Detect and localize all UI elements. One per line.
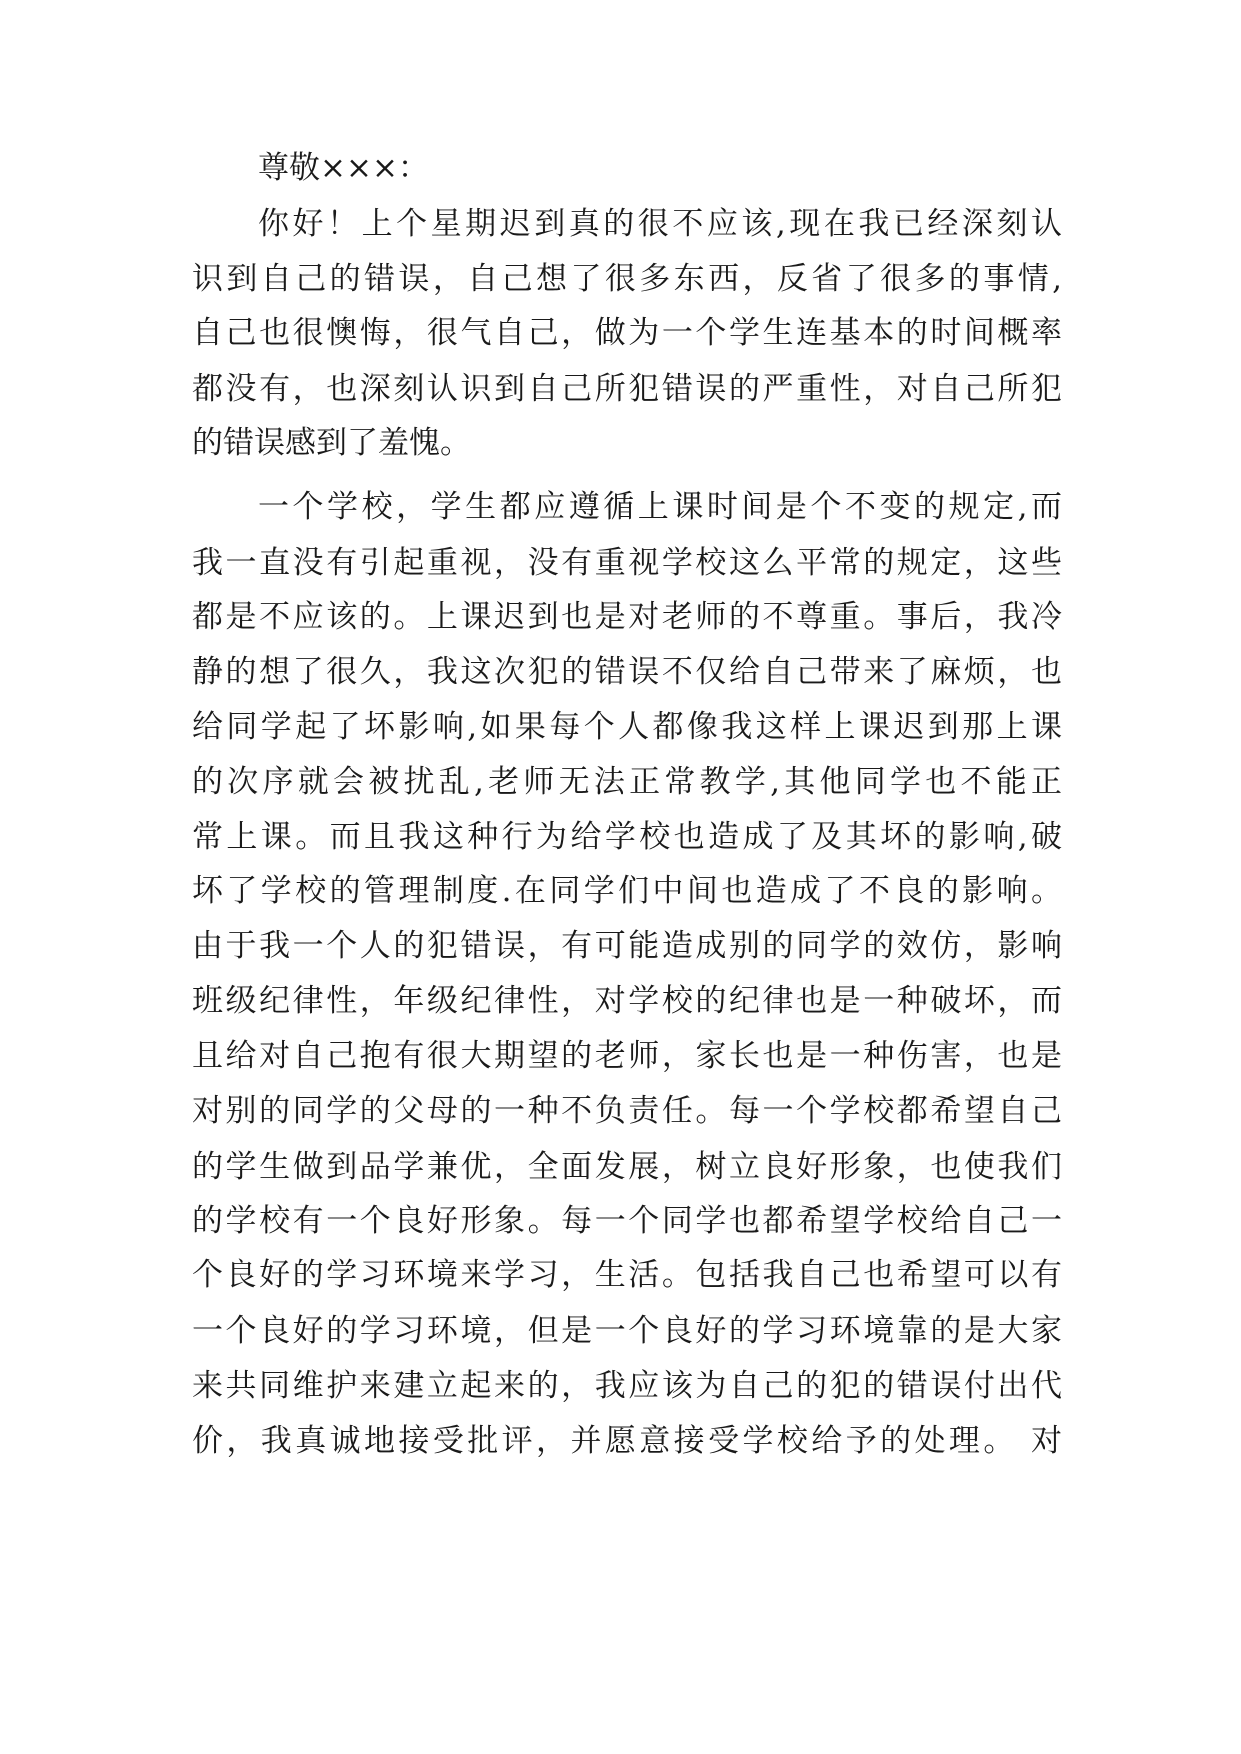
paragraph-line: 班级纪律性，年级纪律性，对学校的纪律也是一种破坏，而 [192,983,1062,1019]
salutation: 尊敬×××： [258,150,429,186]
paragraph-line: 都是不应该的。上课迟到也是对老师的不尊重。事后，我冷 [192,599,1062,635]
paragraph-line: 的次序就会被扰乱,老师无法正常教学,其他同学也不能正 [192,764,1062,800]
paragraph-line: 常上课。而且我这种行为给学校也造成了及其坏的影响,破 [192,819,1062,855]
paragraph-line: 的学生做到品学兼优，全面发展，树立良好形象，也使我们 [192,1149,1062,1185]
paragraph-line: 价，我真诚地接受批评，并愿意接受学校给予的处理。 对 [192,1423,1062,1459]
paragraph-line: 对别的同学的父母的一种不负责任。每一个学校都希望自己 [192,1093,1062,1129]
paragraph-line: 自己也很懊悔，很气自己，做为一个学生连基本的时间概率 [192,315,1062,351]
paragraph-line: 坏了学校的管理制度.在同学们中间也造成了不良的影响。 [192,873,1062,909]
paragraph-line: 给同学起了坏影响,如果每个人都像我这样上课迟到那上课 [192,709,1062,745]
paragraph-line: 一个良好的学习环境，但是一个良好的学习环境靠的是大家 [192,1313,1062,1349]
paragraph-line: 识到自己的错误，自己想了很多东西，反省了很多的事情, [192,261,1062,297]
paragraph-line: 我一直没有引起重视，没有重视学校这么平常的规定，这些 [192,545,1062,581]
paragraph-line: 静的想了很久，我这次犯的错误不仅给自己带来了麻烦，也 [192,654,1062,690]
paragraph-line: 你好！上个星期迟到真的很不应该,现在我已经深刻认 [258,206,1062,242]
paragraph-line: 且给对自己抱有很大期望的老师，家长也是一种伤害，也是 [192,1038,1062,1074]
paragraph-line: 的学校有一个良好形象。每一个同学也都希望学校给自己一 [192,1203,1062,1239]
paragraph-line: 一个学校，学生都应遵循上课时间是个不变的规定,而 [258,489,1062,525]
paragraph-line: 由于我一个人的犯错误，有可能造成别的同学的效仿，影响 [192,928,1062,964]
paragraph-line: 个良好的学习环境来学习，生活。包括我自己也希望可以有 [192,1257,1062,1293]
paragraph-line: 的错误感到了羞愧。 [192,425,471,461]
paragraph-line: 来共同维护来建立起来的，我应该为自己的犯的错误付出代 [192,1368,1062,1404]
paragraph-line: 都没有，也深刻认识到自己所犯错误的严重性，对自己所犯 [192,371,1062,407]
